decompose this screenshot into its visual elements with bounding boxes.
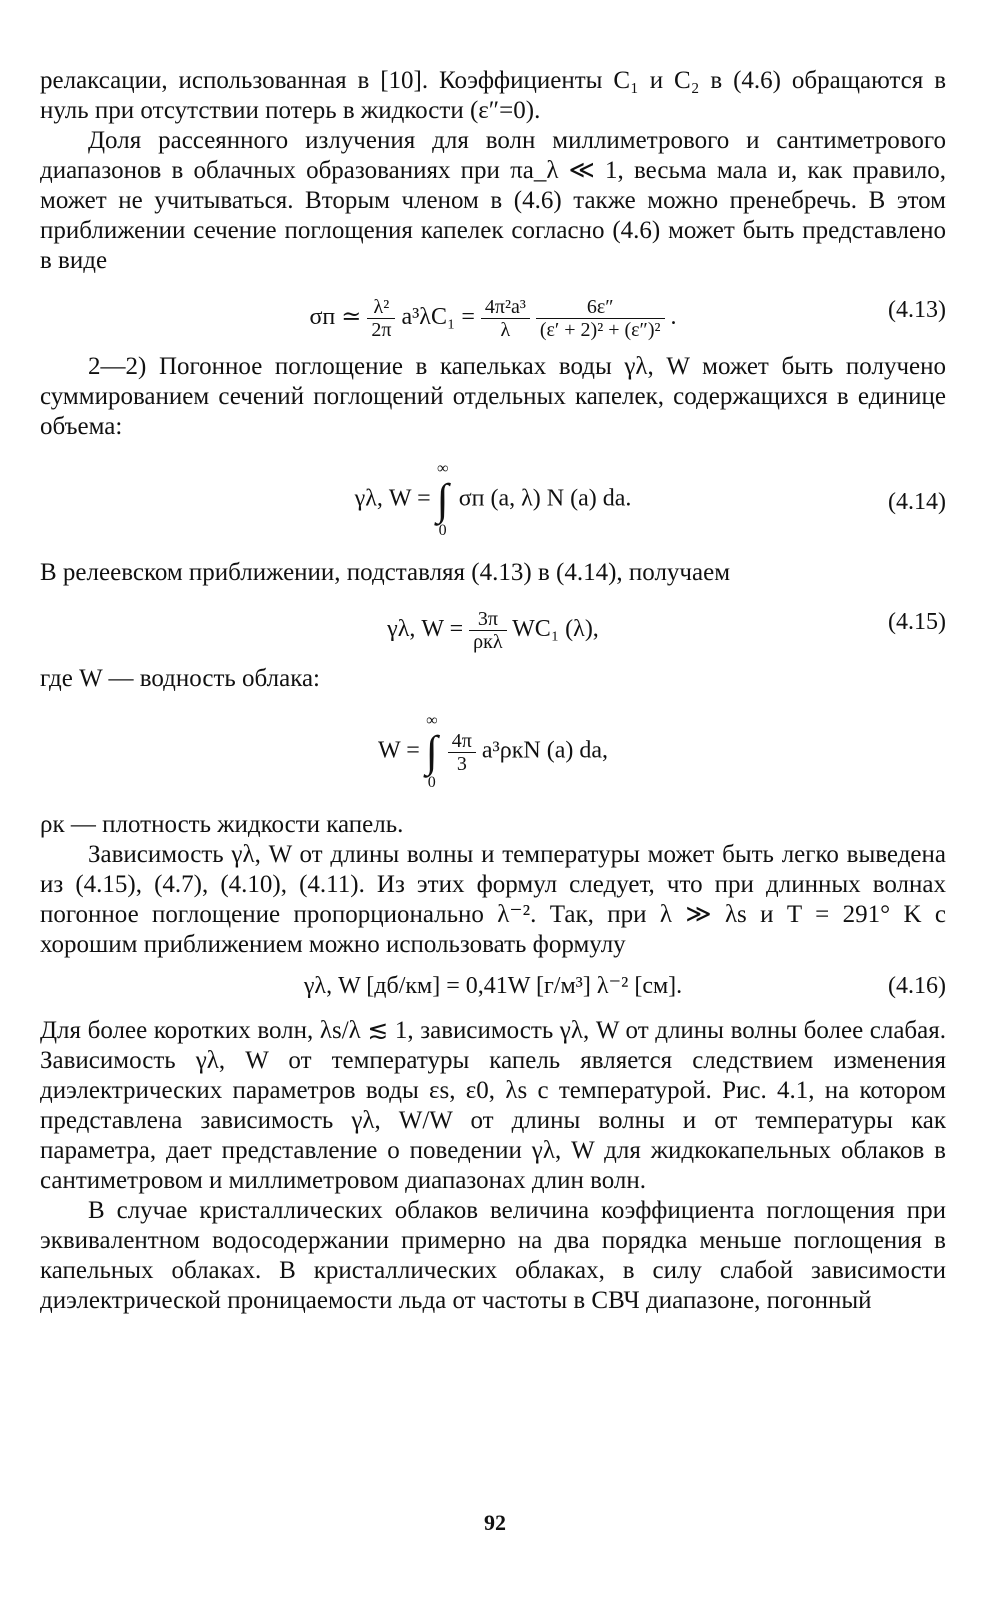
paragraph-1: релаксации, использованная в [10]. Коэффициенты C₁ и C₂ в (4.6) обращаются в нуль при отсутствии потерь в жидкости (ε″=0). [40,67,946,124]
page-number: 92 [484,1510,506,1535]
equation-4-14 [40,450,946,550]
paragraph-8: Для более коротких волн, λs/λ ≲ 1, зависимость γλ, W от длины волны более слабая. Зависимость γλ, W от температуры капель является следствием изменения диэлектрических параметров воды εs, ε0, λs с температурой. Рис. 4.1, на котором представлена зависимость γλ, W/W от длины волны и от температуры как параметра, дает представление о поведении γλ, W для жидкокапельных облаков в сантиметровом и миллиметровом диапазонах длин волн. [40,1017,946,1194]
eq415-body: WC₁ (λ), [512,616,599,643]
eq414-body: σп (a, λ) N (a) da. [458,485,632,512]
equation-4-16 [40,968,946,1008]
eq413-frac2: $\frac{\text{4π²a³}}{\lambda}$ [481,296,530,341]
equation-4-13: σп ≃ $\frac{\text{λ²}}{2\pi}$ a³λC₁ = $\frac{\text{4π²a³}}{\lambda}$ $\frac{6\varepsilon''}{\text{(ε′ + 2)² + (ε″)²}}$ . (4.13) [309,296,946,341]
eq413-mid: a³λC₁ = [401,304,475,331]
eq415-lhs: γλ, W = [387,616,464,643]
eq414-lhs: γλ, W = [354,485,431,512]
eqW-lhs: W = [377,737,420,764]
eq413-frac1: $\frac{\text{λ²}}{2\pi}$ [367,296,395,341]
paragraph-9: В случае кристаллических облаков величина коэффициента поглощения при эквивалентном водосодержании примерно на два порядка меньше поглощения в капельных облаках. В кристаллических облаках, в силу слабой зависимости диэлектрической проницаемости льда от частоты в СВЧ диапазоне, погонный [40,1197,946,1314]
equation-number: (4.13) [888,297,946,323]
paragraph-5: где W — водность облака: [40,665,321,692]
equation-number: (4.15) [888,609,946,635]
equation-4-15 [40,596,946,656]
integral-sign: ∞ ∫ 0 [425,712,438,791]
paragraph-2: Доля рассеянного излучения для волн миллиметрового и сантиметрового диапазонов в облачных образованиях при πa_λ ≪ 1, весьма мала и, как правило, может не учитываться. Вторым членом в (4.6) также можно пренебречь. В этом приближении сечение поглощения капелек согласно (4.6) может быть представлено в виде [40,127,946,274]
paragraph-3: 2—2) Погонное поглощение в капельках воды γλ, W может быть получено суммированием сечений поглощений отдельных капелек, содержащихся в единице объема: [40,353,946,440]
equation-number: (4.14) [888,489,946,515]
paragraph-4: В релеевском приближении, подставляя (4.13) в (4.14), получаем [40,559,731,586]
equation-water-content [40,702,946,802]
eq413-lhs: σп ≃ [309,304,362,331]
paragraph-7: Зависимость γλ, W от длины волны и температуры может быть легко выведена из (4.15), (4.7), (4.10), (4.11). Из этих формул следует, что при длинных волнах погонное поглощение пропорционально λ⁻². Так, при λ ≫ λs и T = 291° K с хорошим приближением можно использовать формулу [40,841,946,958]
eq413-frac3: $\frac{6\varepsilon''}{\text{(ε′ + 2)² + (ε″)²}}$ [536,296,665,341]
document-page [40,66,946,1316]
eqW-frac: $\frac{4\pi}{3}$ [448,730,476,775]
paragraph-6: ρк — плотность жидкости капель. [40,811,404,838]
equation-number: (4.16) [888,973,946,999]
eqW-body: a³ρкN (a) da, [481,737,609,764]
eq415-frac: $\frac{3\pi}{\text{ρкλ}}$ [469,608,506,653]
integral-sign: ∞ ∫ 0 [436,460,449,539]
eq416-body: γλ, W [дб/км] = 0,41W [г/м³] λ⁻² [см]. [303,973,683,999]
